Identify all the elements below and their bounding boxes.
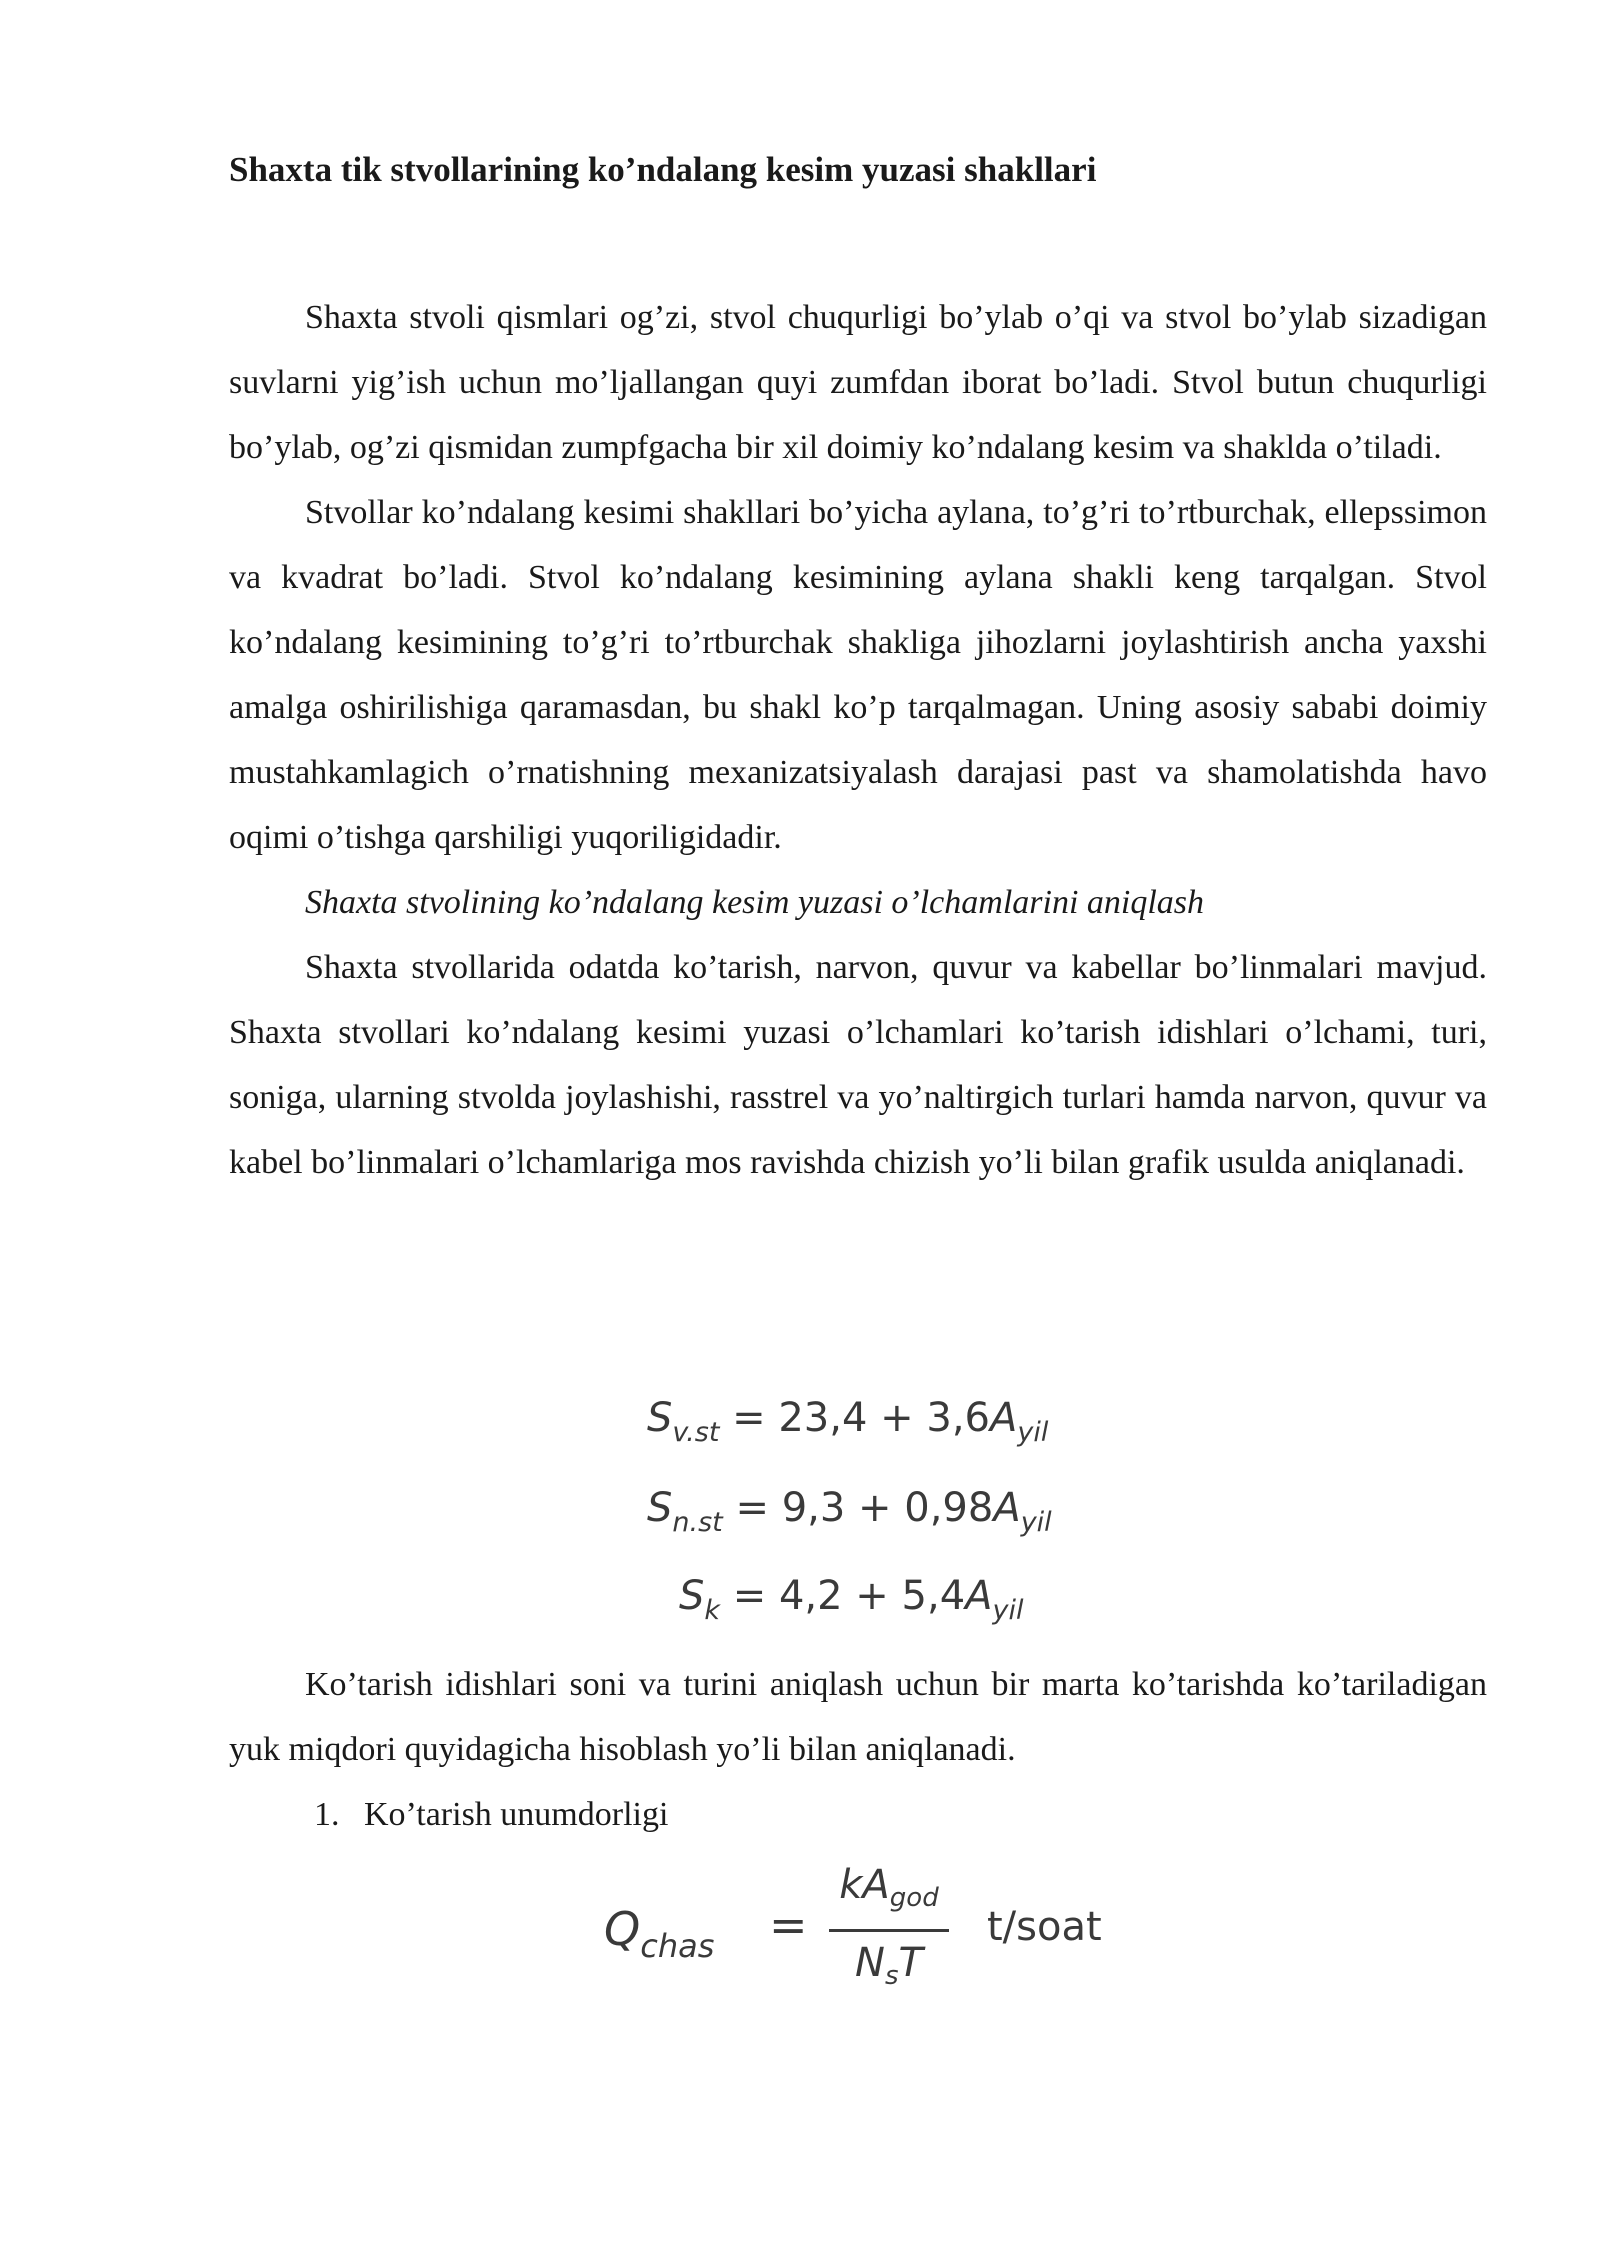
formula-cable-area: $S_k = 4,2 + 5,4A_{yil}$ (679, 1573, 1024, 1626)
paragraph-3: Shaxta stvollarida odatda ko’tarish, narvon, quvur va kabellar bo’linmalari mavjud. Shaxta stvollari ko’ndalang kesimi yuzasi o’lchamlari ko’tarish idishlari o’lchami, turi, soniga, ularning stvolda joylashishi, rasstrel va yo’naltirgich turlari hamda narvon, quvur va kabel bo’linmalari o’lchamlariga mos ravishda chizish yo’li bilan grafik usulda aniqlanadi. (229, 949, 1487, 1181)
formula-block (229, 1395, 1487, 1635)
formula-fraction (829, 1860, 949, 2001)
paragraph-4: Ko’tarish idishlari soni va turini aniqlash uchun bir marta ko’tarishda ko’tariladigan yuk miqdori quyidagicha hisoblash yo’li bilan aniqlanadi. (229, 1666, 1487, 1768)
fraction-bar (829, 1929, 949, 1932)
fraction-denominator: $N_sT$ (855, 1940, 923, 1991)
formula-unit: t/soat (987, 1904, 1102, 1950)
formula-ladder-area: $S_{n.st} = 9,3 + 0,98A_{yil}$ (647, 1485, 1052, 1538)
body-text (229, 285, 1487, 1195)
section-subheading: Shaxta stvolining ko’ndalang kesim yuzasi o’lchamlarini aniqlash (305, 884, 1205, 921)
body-text-2 (229, 1652, 1487, 1782)
list-item-text: Ko’tarish unumdorligi (364, 1796, 669, 1833)
formula-equals: = (769, 1898, 808, 1952)
list-number: 1. (314, 1796, 340, 1833)
paragraph-2: Stvollar ko’ndalang kesimi shakllari bo’yicha aylana, to’g’ri to’rtburchak, ellepssimon va kvadrat bo’ladi. Stvol ko’ndalang kesimining aylana shakli keng tarqalgan. Stvol ko’ndalang kesimining to’g’ri to’rtburchak shakliga jihozlarni joylashtirish ancha yaxshi amalga oshirilishiga qaramasdan, bu shakl ko’p tarqalmagan. Uning asosiy sababi doimiy mustahkamlagich o’rnatishning mexanizatsiyalash darajasi past va shamolatishda havo oqimi o’tishga qarshiligi yuqoriligidadir. (229, 494, 1487, 856)
formula-shaft-area: $S_{v.st} = 23,4 + 3,6A_{yil}$ (647, 1395, 1049, 1448)
paragraph-1: Shaxta stvoli qismlari og’zi, stvol chuqurligi bo’ylab o’qi va stvol bo’ylab sizadigan suvlarni yig’ish uchun mo’ljallangan quyi zumfdan iborat bo’ladi. Stvol butun chuqurligi bo’ylab, og’zi qismidan zumpfgacha bir xil doimiy ko’ndalang kesim va shaklda o’tiladi. (229, 299, 1487, 466)
formula-lhs: $Q_{chas}$ (604, 1902, 715, 1965)
fraction-numerator: $kA_{god}$ (839, 1862, 939, 1913)
page-title: Shaxta tik stvollarining ko’ndalang kesim yuzasi shakllari (229, 150, 1097, 189)
list-item (314, 1782, 668, 1847)
